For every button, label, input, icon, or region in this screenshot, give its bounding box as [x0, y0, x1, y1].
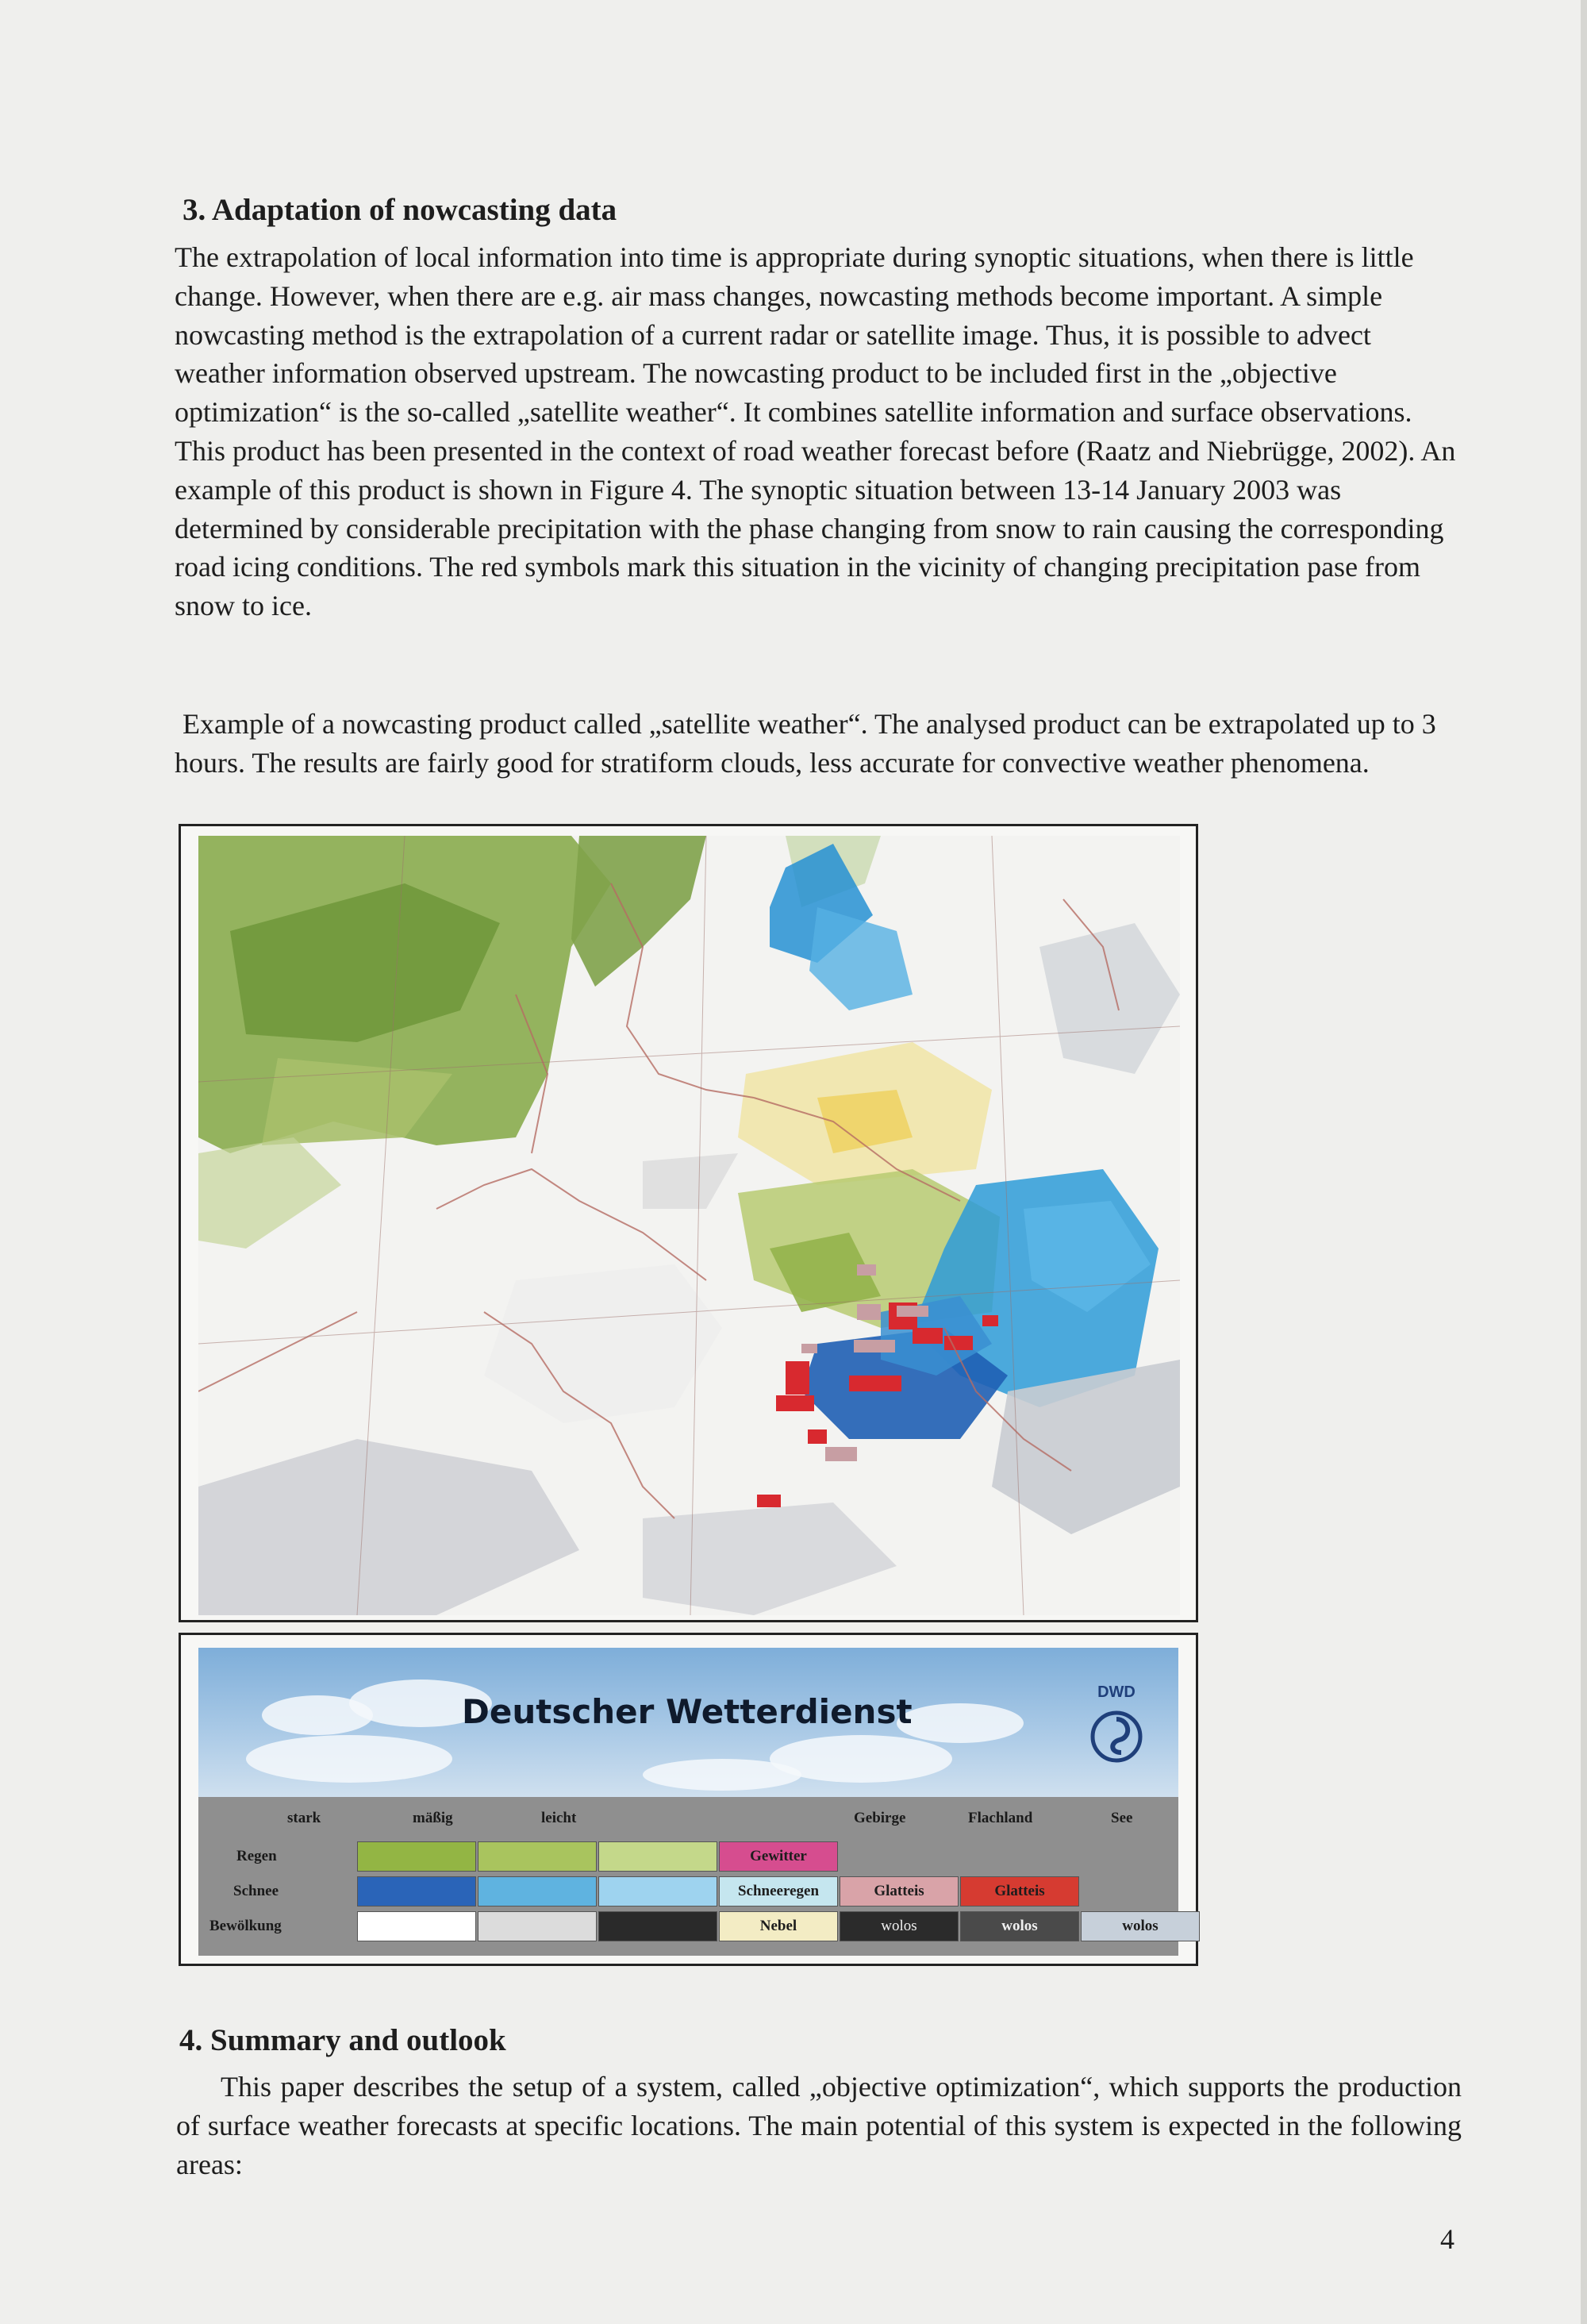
col-header-leicht: leicht	[541, 1810, 577, 1826]
page-edge	[1581, 0, 1587, 2324]
page-number: 4	[1440, 2223, 1454, 2255]
row-label-bewoelkung: Bewölkung	[209, 1918, 282, 1934]
dwd-logo-text: DWD	[1097, 1683, 1135, 1701]
swatch-glatteis-gebirge: Glatteis	[840, 1876, 959, 1907]
col-header-flachland: Flachland	[968, 1810, 1033, 1826]
row-label-schnee: Schnee	[233, 1883, 279, 1899]
section-4-heading: 4. Summary and outlook	[179, 2023, 506, 2057]
row-label-regen: Regen	[236, 1848, 277, 1864]
dwd-banner	[198, 1648, 1178, 1797]
swatch-snow-leicht	[598, 1876, 717, 1907]
col-header-maessig: mäßig	[413, 1810, 453, 1826]
map-graphic	[198, 836, 1180, 1615]
swatch-cloud-maessig	[478, 1911, 597, 1941]
col-header-see: See	[1111, 1810, 1133, 1826]
map-image	[198, 836, 1180, 1615]
swatch-wolos-flachland: wolos	[960, 1911, 1079, 1941]
banner-title: Deutscher Wetterdienst	[462, 1692, 913, 1731]
swatch-snow-maessig	[478, 1876, 597, 1907]
legend-panel	[179, 1633, 1198, 1966]
swatch-glatteis-flachland: Glatteis	[960, 1876, 1079, 1907]
section-3-heading: 3. Adaptation of nowcasting data	[183, 193, 617, 227]
swatch-wolos-gebirge: wolos	[840, 1911, 959, 1941]
dwd-logo	[1078, 1676, 1155, 1772]
swatch-nebel: Nebel	[719, 1911, 838, 1941]
satellite-weather-map	[179, 824, 1198, 1622]
legend-table	[198, 1797, 1178, 1956]
section-3-paragraph: The extrapolation of local information into time is appropriate during synoptic situations, when there is little change. However, when there are e.g. air mass changes, nowcasting methods become important. A simple nowcasting method is the extrapolation of a current radar or satellite image. Thus, it is possible to advect weather information observed upstream. The nowcasting product to be included first in the „objective optimization“ is the so-called „satellite weather“. It combines satellite information and surface observations. This product has been presented in the context of road weather forecast before (Raatz and Niebrügge, 2002). An example of this product is shown in Figure 4. The synoptic situation between 13-14 January 2003 was determined by considerable precipitation with the phase changing from snow to rain causing the corresponding road icing conditions. The red symbols mark this situation in the vicinity of changing precipitation pase from snow to ice.	[175, 241, 1456, 622]
swatch-rain-leicht	[598, 1841, 717, 1872]
col-header-gebirge: Gebirge	[854, 1810, 906, 1826]
swatch-wolos-see: wolos	[1081, 1911, 1200, 1941]
swatch-snow-stark	[357, 1876, 476, 1907]
swatch-gewitter: Gewitter	[719, 1841, 838, 1872]
figure-caption: Example of a nowcasting product called „satellite weather“. The analysed product can be extrapolated up to 3 hours. The results are fairly good for stratiform clouds, less accurate for convective weather phenomena.	[175, 708, 1436, 779]
swatch-schneeregen: Schneeregen	[719, 1876, 838, 1907]
swatch-cloud-leicht	[598, 1911, 717, 1941]
col-header-stark: stark	[287, 1810, 321, 1826]
swatch-rain-stark	[357, 1841, 476, 1872]
swatch-cloud-stark	[357, 1911, 476, 1941]
swatch-rain-maessig	[478, 1841, 597, 1872]
section-4-paragraph: This paper describes the setup of a system, called „objective optimization“, which supports the production of surface weather forecasts at specific locations. The main potential of this system is expected in the following areas:	[176, 2071, 1462, 2180]
